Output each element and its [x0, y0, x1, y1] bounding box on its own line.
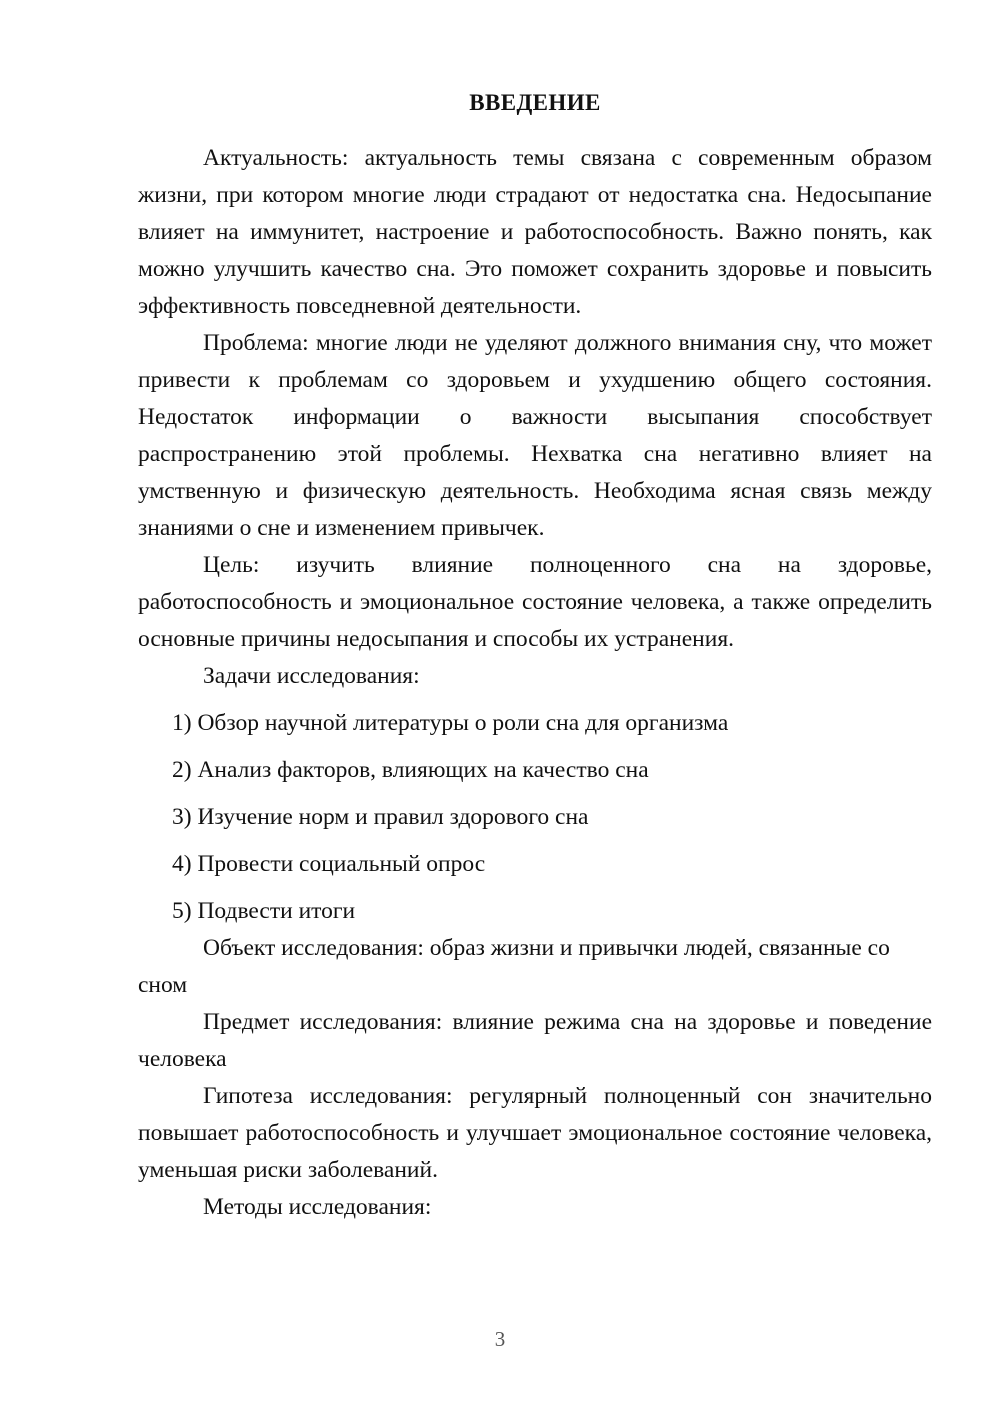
paragraph-problem: Проблема: многие люди не уделяют должного внимания сну, что может привести к проблемам со здоровьем и ухудшению общего состояния. Недостаток информации о важности высыпания способствует распространению этой проблемы. Нехватка сна негативно влияет на умственную и физическую деятельность. Необходима ясная связь между знаниями о сне и изменением привычек.	[138, 330, 932, 541]
paragraph-subject: Предмет исследования: влияние режима сна на здоровье и поведение человека	[138, 1009, 932, 1072]
tasks-list-block	[138, 658, 932, 930]
paragraph-hypothesis: Гипотеза исследования: регулярный полноценный сон значительно повышает работоспособность и улучшает эмоциональное состояние человека, уменьшая риски заболеваний.	[138, 1083, 932, 1183]
page-title: ВВЕДЕНИЕ	[469, 90, 601, 115]
list-item: 4) Провести социальный опрос	[172, 851, 486, 877]
list-item: 5) Подвести итоги	[172, 898, 356, 924]
paragraph-object: Объект исследования: образ жизни и привычки людей, связанные со сном	[138, 935, 890, 998]
page-number: 3	[494, 1327, 506, 1351]
paragraph-relevance: Актуальность: актуальность темы связана с современным образом жизни, при котором многие люди страдают от недостатка сна. Недосыпание влияет на иммунитет, настроение и работоспособность. Важно понять, как можно улучшить качество сна. Это поможет сохранить здоровье и повысить эффективность повседневной деятельности.	[138, 145, 932, 319]
paragraph-methods-heading: Методы исследования:	[203, 1194, 432, 1220]
list-item: 1) Обзор научной литературы о роли сна для организма	[172, 710, 729, 736]
list-item: 3) Изучение норм и правил здорового сна	[172, 804, 589, 830]
list-item: 2) Анализ факторов, влияющих на качество сна	[172, 757, 649, 783]
paragraph-goal: Цель: изучить влияние полноценного сна на здоровье, работоспособность и эмоциональное состояние человека, а также определить основные причины недосыпания и способы их устранения.	[138, 552, 932, 652]
document-body	[138, 88, 932, 1226]
tasks-heading: Задачи исследования:	[203, 663, 420, 689]
